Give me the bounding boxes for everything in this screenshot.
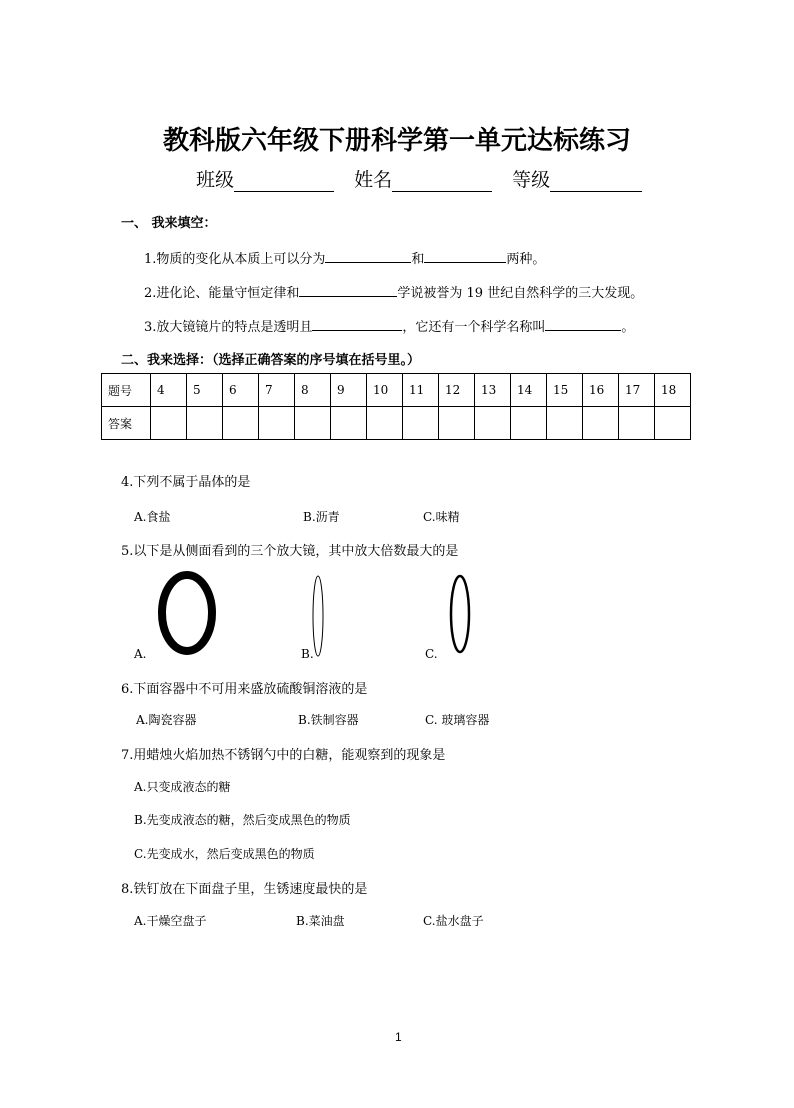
question-number-cell: 10 bbox=[367, 374, 403, 407]
table-row-answers bbox=[102, 407, 691, 440]
answer-cell[interactable] bbox=[367, 407, 403, 440]
table-row-numbers bbox=[102, 374, 691, 407]
q1-text-c: 两种。 bbox=[506, 252, 546, 267]
question-8-option-b: B.菜油盘 bbox=[296, 914, 345, 928]
answer-cell[interactable] bbox=[583, 407, 619, 440]
page-title: 教科版六年级下册科学第一单元达标练习 bbox=[162, 126, 631, 156]
q2-text-b: 学说被誉为 19 世纪自然科学的三大发现。 bbox=[397, 286, 644, 301]
answer-cell[interactable] bbox=[151, 407, 187, 440]
answer-cell[interactable] bbox=[295, 407, 331, 440]
question-8-stem: 8.铁钉放在下面盘子里，生锈速度最快的是 bbox=[121, 882, 368, 897]
answer-cell[interactable] bbox=[223, 407, 259, 440]
answer-cell[interactable] bbox=[187, 407, 223, 440]
question-number-cell: 4 bbox=[151, 374, 187, 407]
question-7-option-b: B.先变成液态的糖，然后变成黑色的物质 bbox=[134, 813, 351, 827]
question-number-cell: 14 bbox=[511, 374, 547, 407]
page-number: 1 bbox=[395, 1030, 402, 1044]
row-label-answer: 答案 bbox=[102, 407, 151, 440]
q3-text-b: ，它还有一个科学名称叫 bbox=[402, 320, 546, 335]
q3-text-c: 。 bbox=[621, 320, 635, 335]
answer-cell[interactable] bbox=[475, 407, 511, 440]
question-6-option-b: B.铁制容器 bbox=[298, 713, 359, 727]
fill-question-3 bbox=[144, 316, 634, 335]
question-number-cell: 11 bbox=[403, 374, 439, 407]
question-number-cell: 12 bbox=[439, 374, 475, 407]
question-6-option-a: A.陶瓷容器 bbox=[136, 713, 197, 727]
q1-text-b: 和 bbox=[411, 252, 425, 267]
answer-table bbox=[101, 373, 691, 440]
question-4-option-c: C.味精 bbox=[423, 510, 460, 524]
fill-question-2 bbox=[144, 282, 643, 301]
question-7-stem: 7.用蜡烛火焰加热不锈钢勺中的白糖，能观察到的现象是 bbox=[121, 748, 446, 763]
q1-text-a: 1.物质的变化从本质上可以分为 bbox=[144, 252, 326, 267]
q1-blank-1[interactable] bbox=[325, 249, 411, 263]
question-number-cell: 6 bbox=[223, 374, 259, 407]
fill-question-1 bbox=[144, 248, 545, 267]
answer-cell[interactable] bbox=[259, 407, 295, 440]
question-5-option-b: B. bbox=[301, 647, 314, 661]
row-label-number: 题号 bbox=[102, 374, 151, 407]
answer-cell[interactable] bbox=[403, 407, 439, 440]
question-5-option-c: C. bbox=[425, 647, 438, 661]
question-number-cell: 18 bbox=[655, 374, 691, 407]
question-number-cell: 7 bbox=[259, 374, 295, 407]
section2-heading: 二、我来选择：（选择正确答案的序号填在括号里。） bbox=[121, 353, 421, 368]
question-7-option-c: C.先变成水，然后变成黑色的物质 bbox=[134, 847, 315, 861]
answer-cell[interactable] bbox=[511, 407, 547, 440]
name-label: 姓名 bbox=[354, 169, 393, 191]
section1-heading: 一、 我来填空： bbox=[121, 216, 217, 231]
student-info-line bbox=[196, 165, 656, 192]
question-number-cell: 13 bbox=[475, 374, 511, 407]
q3-blank-2[interactable] bbox=[545, 317, 621, 331]
question-4-option-b: B.沥青 bbox=[303, 510, 340, 524]
question-4-stem: 4.下列不属于晶体的是 bbox=[121, 475, 251, 490]
question-6-option-c: C. 玻璃容器 bbox=[425, 713, 490, 727]
question-8-option-a: A.干燥空盘子 bbox=[134, 914, 207, 928]
q3-blank-1[interactable] bbox=[312, 317, 402, 331]
answer-cell[interactable] bbox=[655, 407, 691, 440]
magnifier-lens-medium-icon bbox=[445, 570, 475, 660]
q1-blank-2[interactable] bbox=[424, 249, 506, 263]
question-number-cell: 16 bbox=[583, 374, 619, 407]
answer-cell[interactable] bbox=[439, 407, 475, 440]
question-number-cell: 17 bbox=[619, 374, 655, 407]
grade-field[interactable] bbox=[550, 172, 642, 192]
question-5-option-a: A. bbox=[134, 647, 147, 661]
question-7-option-a: A.只变成液态的糖 bbox=[134, 780, 231, 794]
q2-blank-1[interactable] bbox=[299, 283, 397, 297]
class-field[interactable] bbox=[234, 172, 334, 192]
question-number-cell: 15 bbox=[547, 374, 583, 407]
question-6-stem: 6.下面容器中不可用来盛放硫酸铜溶液的是 bbox=[121, 682, 368, 697]
question-number-cell: 9 bbox=[331, 374, 367, 407]
grade-label: 等级 bbox=[512, 169, 551, 191]
answer-cell[interactable] bbox=[619, 407, 655, 440]
name-field[interactable] bbox=[392, 172, 492, 192]
answer-cell[interactable] bbox=[331, 407, 367, 440]
magnifier-lens-thick-icon bbox=[152, 570, 222, 660]
question-number-cell: 5 bbox=[187, 374, 223, 407]
question-number-cell: 8 bbox=[295, 374, 331, 407]
q3-text-a: 3.放大镜镜片的特点是透明且 bbox=[144, 320, 313, 335]
class-label: 班级 bbox=[196, 169, 235, 191]
question-5-stem: 5.以下是从侧面看到的三个放大镜，其中放大倍数最大的是 bbox=[121, 544, 459, 559]
question-4-option-a: A.食盐 bbox=[134, 510, 171, 524]
question-8-option-c: C.盐水盘子 bbox=[423, 914, 484, 928]
q2-text-a: 2.进化论、能量守恒定律和 bbox=[144, 286, 300, 301]
answer-cell[interactable] bbox=[547, 407, 583, 440]
